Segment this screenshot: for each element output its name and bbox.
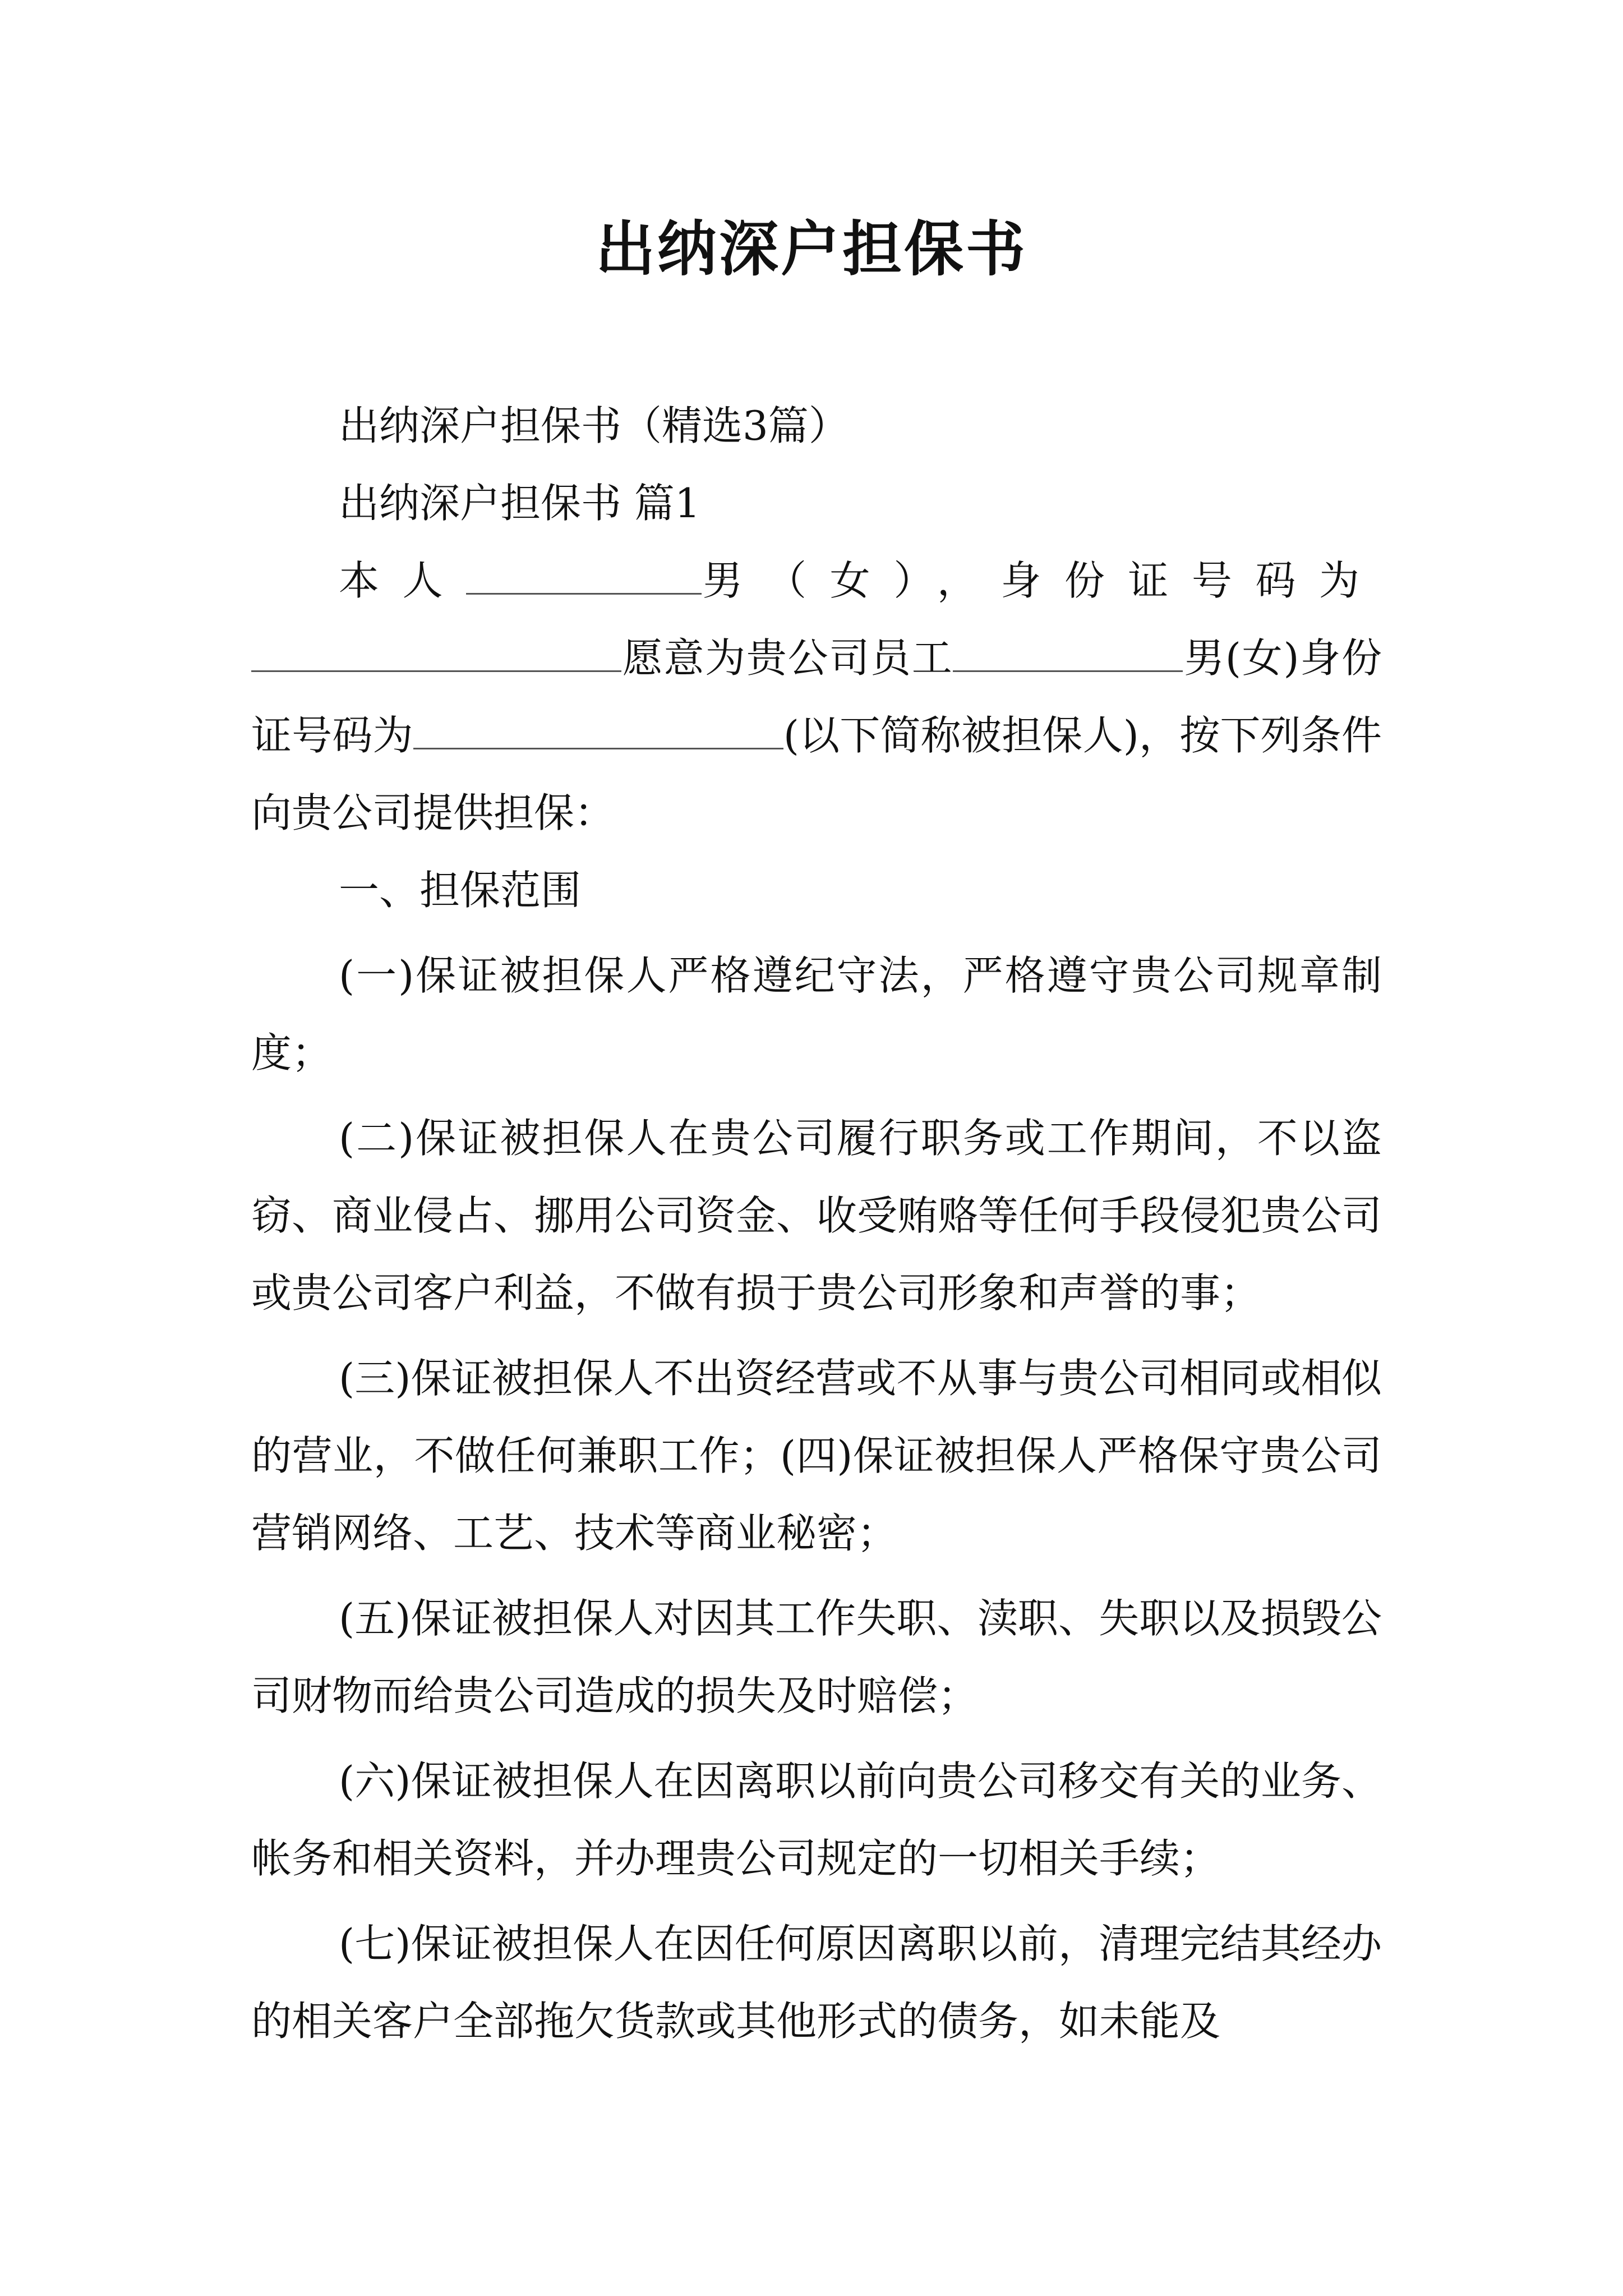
name-blank xyxy=(466,559,702,595)
clause-1: (一)保证被担保人严格遵纪守法，严格遵守贵公司规章制度； xyxy=(251,952,1382,1076)
document-body xyxy=(251,387,1382,2060)
document-title: 出纳深户担保书 xyxy=(596,214,1027,284)
clause-6: (六)保证被担保人在因离职以前向贵公司移交有关的业务、帐务和相关资料，并办理贵公司规定的一切相关手续； xyxy=(251,1757,1382,1882)
intro-employee-id: 男(女)身份证号码为 xyxy=(251,634,1382,759)
intro-self: 本人 xyxy=(339,557,467,604)
clause-3-4: (三)保证被担保人不出资经营或不从事与贵公司相同或相似的营业，不做任何兼职工作；(四)保证被担保人严格保守贵公司营销网络、工艺、技术等商业秘密； xyxy=(251,1355,1382,1557)
id-number-blank xyxy=(251,637,621,672)
intro-gender-id: 男（女），身份证号码为 xyxy=(702,557,1382,604)
section-heading: 出纳深户担保书 篇1 xyxy=(339,480,700,527)
employee-name-blank xyxy=(953,637,1183,672)
subtitle: 出纳深户担保书（精选3篇） xyxy=(339,402,849,449)
clause-5: (五)保证被担保人对因其工作失职、渎职、失职以及损毁公司财物而给贵公司造成的损失及时赔偿； xyxy=(251,1595,1382,1719)
scope-heading: 一、担保范围 xyxy=(339,867,582,914)
intro-willing: 愿意为贵公司员工 xyxy=(621,634,953,682)
intro-paragraph xyxy=(251,542,1382,852)
employee-id-blank xyxy=(413,714,783,749)
intro-conditions: (以下简称被担保人)，按下列条件向贵公司提供担保： xyxy=(251,712,1382,836)
clause-7: (七)保证被担保人在因任何原因离职以前，清理完结其经办的相关客户全部拖欠货款或其他形式的债务，如未能及 xyxy=(251,1920,1382,2045)
clause-2: (二)保证被担保人在贵公司履行职务或工作期间，不以盗窃、商业侵占、挪用公司资金、收受贿赂等任何手段侵犯贵公司或贵公司客户利益，不做有损于贵公司形象和声誉的事； xyxy=(251,1115,1382,1317)
